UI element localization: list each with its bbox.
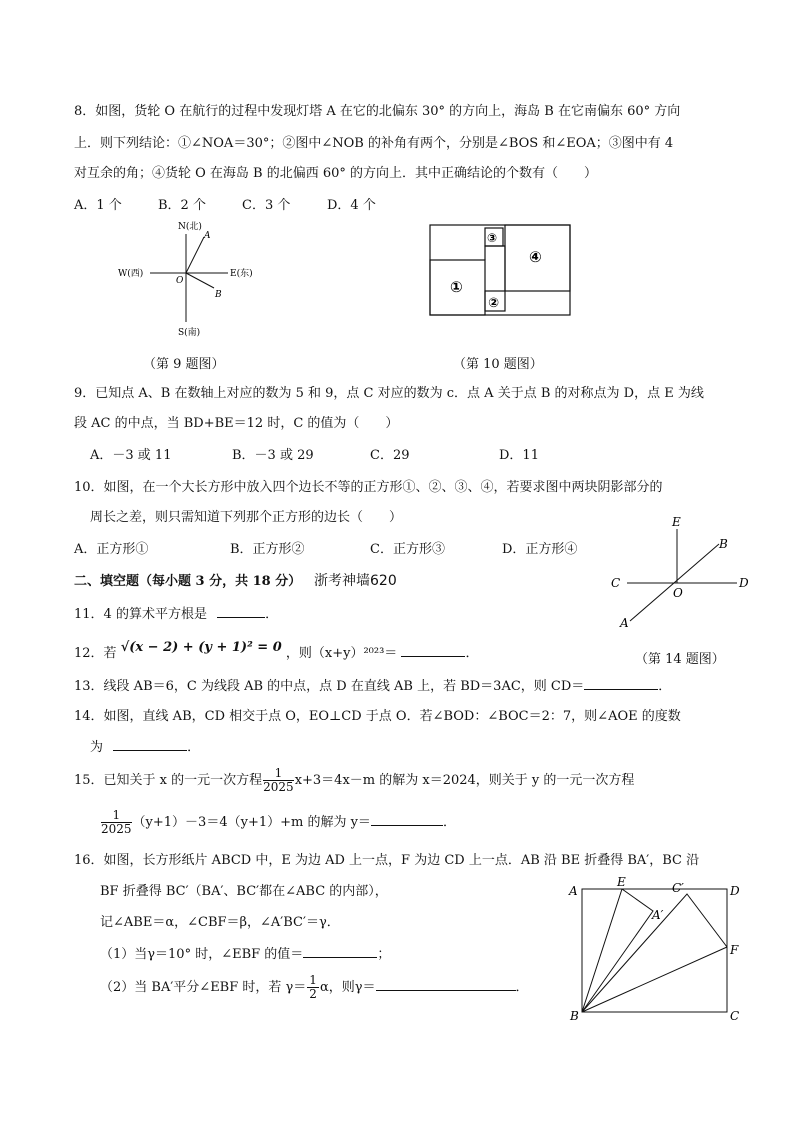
q10-option-c: C．正方形③ [370, 542, 445, 557]
label-west: W(西) [118, 269, 144, 279]
q15-fraction-denominator: 2025 [263, 780, 294, 794]
q16-line3: 记∠ABE＝α，∠CBF＝β，∠A′BC′＝γ． [100, 915, 340, 930]
q16-sub1-answer-blank[interactable] [303, 945, 377, 958]
figure-9-compass [110, 218, 260, 343]
label-d: D [739, 576, 749, 590]
q14-line2 [90, 738, 200, 757]
figure-16-folding [560, 874, 750, 1024]
q8-option-b: B．2 个 [158, 198, 206, 213]
q13-text: 13．线段 AB＝6，C 为线段 AB 的中点，点 D 在直线 AB 上，若 BD＝3AC，则 CD＝ [74, 679, 585, 694]
label-c: C [611, 576, 621, 590]
q16-sub2-fraction [307, 974, 319, 1001]
figure-9-caption: （第 9 题图） [143, 357, 225, 372]
label-d: D [730, 884, 740, 898]
q12-pre: 12．若 [74, 646, 117, 661]
label-c-prime: C′ [672, 881, 684, 895]
q16-sub2 [100, 973, 529, 1003]
q16-line1: 16．如图，长方形纸片 ABCD 中，E 为边 AD 上一点，F 为边 CD 上一点．AB 沿 BE 折叠得 BA′，BC 沿 [74, 853, 700, 868]
q12-end: ． [465, 646, 479, 661]
label-f: F [730, 943, 739, 957]
q16-sub2-mid: α，则γ＝ [319, 980, 376, 995]
q15-line2-fraction [101, 809, 132, 836]
q16-sub2-answer-blank[interactable] [376, 978, 516, 991]
q15-line2 [100, 808, 456, 838]
outer-rectangle [430, 225, 570, 315]
q14-answer-blank[interactable] [113, 738, 187, 751]
fold-bea1 [582, 889, 653, 1012]
label-e: E [617, 875, 626, 889]
label-point-b: B [215, 290, 222, 300]
q10-option-b: B．正方形② [230, 542, 305, 557]
label-e: E [672, 515, 681, 529]
q9-option-b: B．－3 或 29 [232, 448, 314, 463]
label-b: B [570, 1009, 579, 1023]
q10-line1: 10．如图，在一个大长方形中放入四个边长不等的正方形①、②、③、④，若要求图中两块阴影部分的 [74, 480, 663, 495]
q13 [74, 677, 671, 696]
label-a: A [569, 884, 578, 898]
q15-line2-rest: （y+1）－3＝4（y+1）+m 的解为 y＝ [132, 815, 371, 830]
q9-option-d: D．11 [499, 448, 539, 463]
q10-line2: 周长之差，则只需知道下列那个正方形的边长（ ） [90, 510, 403, 525]
q15-fraction-numerator: 1 [263, 767, 294, 781]
q16-sub1 [100, 945, 390, 964]
label-o: O [673, 586, 683, 600]
figure-10-rectangle [425, 220, 575, 320]
q12-mid: ，则（x+y）²⁰²³＝ [285, 646, 398, 661]
label-a-prime: A′ [652, 908, 664, 922]
q16-sub2-fraction-numerator: 1 [309, 973, 317, 987]
q11-text: 11．4 的算术平方根是 [74, 607, 207, 622]
figure-14-lines [605, 514, 755, 634]
q13-end: ． [658, 679, 672, 694]
q15-line2-fraction-numerator: 1 [101, 809, 132, 823]
label-a: A [620, 616, 629, 630]
label-square-1: ① [450, 278, 463, 296]
q13-answer-blank[interactable] [584, 677, 658, 690]
q8-line2: 上．则下列结论：①∠NOA＝30°；②图中∠NOB 的补角有两个，分别是∠BOS 和∠EOA；③图中有 4 [74, 136, 674, 151]
label-square-2: ② [488, 296, 500, 311]
section-2-title: 二、填空题（每小题 3 分，共 18 分） [74, 574, 302, 589]
shaded-region-boundary [485, 246, 505, 291]
q16-sub1-end: ； [377, 947, 391, 962]
q15-line1 [74, 766, 634, 796]
q9-option-a: A．－3 或 11 [90, 448, 172, 463]
q15-pre: 15．已知关于 x 的一元一次方程 [74, 773, 263, 788]
q14-line1: 14．如图，直线 AB，CD 相交于点 O，EO⊥CD 于点 O．若∠BOD：∠BOC＝2：7，则∠AOE 的度数 [74, 709, 681, 724]
q16-sub2-pre: （2）当 BA′平分∠EBF 时，若 γ＝ [100, 980, 307, 995]
q10-option-d: D．正方形④ [502, 542, 578, 557]
q12 [74, 640, 479, 663]
label-square-3: ③ [487, 231, 498, 245]
q10-option-a: A．正方形① [74, 542, 149, 557]
q9-line1: 9．已知点 A、B 在数轴上对应的数为 5 和 9，点 C 对应的数为 c．点 A 关于点 B 的对称点为 D，点 E 为线 [74, 386, 704, 401]
q16-sub2-fraction-denominator: 2 [309, 987, 317, 1001]
q12-answer-blank[interactable] [401, 644, 465, 657]
q11-answer-blank[interactable] [217, 605, 265, 618]
q11 [74, 605, 278, 624]
label-origin-o: O [176, 276, 184, 286]
label-south: S(南) [178, 328, 201, 338]
q8-line3: 对互余的角；④货轮 O 在海岛 B 的北偏西 60° 的方向上．其中正确结论的个数有（ ） [74, 166, 598, 181]
q8-option-c: C．3 个 [242, 198, 291, 213]
ray-oa [186, 237, 204, 273]
figure-14-caption: （第 14 题图） [635, 652, 725, 667]
q15-answer-blank[interactable] [371, 813, 443, 826]
label-north: N(北) [178, 222, 202, 232]
q8-option-a: A．1 个 [74, 198, 122, 213]
q11-end: ． [265, 607, 279, 622]
q16-sub1-text: （1）当γ＝10° 时，∠EBF 的值＝ [100, 947, 304, 962]
figure-10-caption: （第 10 题图） [453, 357, 543, 372]
q9-line2: 段 AC 的中点，当 BD+BE＝12 时，C 的值为（ ） [74, 416, 399, 431]
q16-line2: BF 折叠得 BC′（BA′、BC′都在∠ABC 的内部）， [100, 884, 388, 899]
q14-line2-text: 为 [90, 740, 104, 755]
q8-line1: 8．如图，货轮 O 在航行的过程中发现灯塔 A 在它的北偏东 30° 的方向上，海岛 B 在它南偏东 60° 方向 [74, 104, 681, 119]
q15-mid: x+3＝4x－m 的解为 x＝2024，则关于 y 的一元一次方程 [294, 773, 635, 788]
q15-line2-fraction-denominator: 2025 [101, 822, 132, 836]
label-c: C [730, 1009, 740, 1023]
q9-option-c: C．29 [370, 448, 410, 463]
q16-sub2-end: ． [515, 980, 529, 995]
label-b: B [719, 537, 728, 551]
q8-option-d: D．4 个 [327, 198, 376, 213]
ray-ob [186, 273, 214, 288]
q15-end: ． [442, 815, 456, 830]
section-2-watermark: 浙考神墙620 [314, 573, 397, 589]
q12-expression: √(x − 2) + (y + 1)² = 0 [120, 640, 282, 655]
label-square-4: ④ [529, 248, 542, 266]
label-east: E(东) [230, 269, 253, 279]
q14-end: ． [187, 740, 201, 755]
label-point-a: A [204, 231, 211, 241]
q15-fraction [263, 767, 294, 794]
